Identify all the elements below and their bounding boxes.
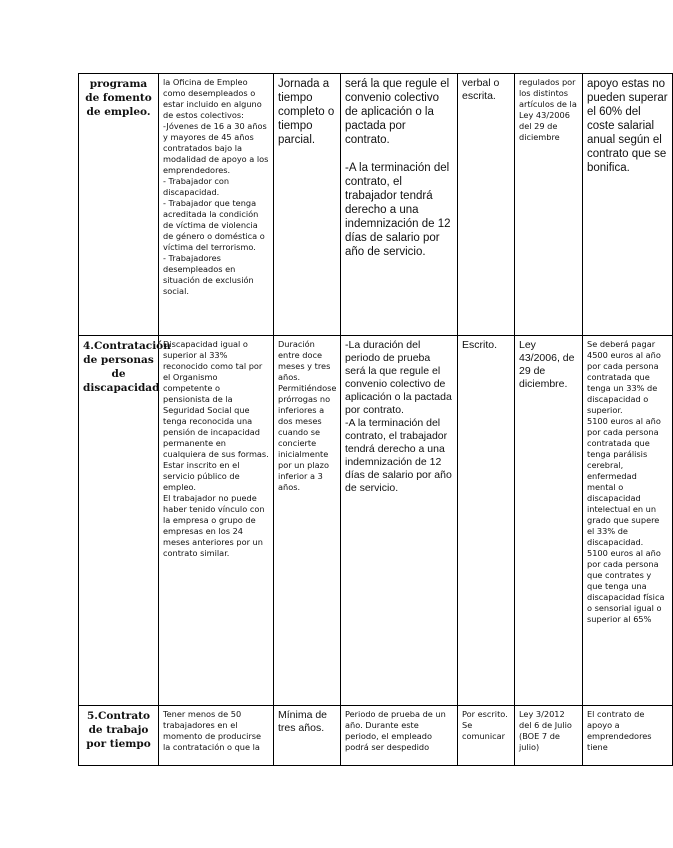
row-title-discapacidad: 4.Contratación de personas de discapacidad [79,336,159,706]
table-row [79,706,673,766]
row-title-fomento: programa de fomento de empleo. [79,74,159,336]
cell-normativa: Ley 43/2006, de 29 de diciembre. [515,336,583,706]
row-title-tiempo: 5.Contrato de trabajo por tiempo [79,706,159,766]
cell-forma: Por escrito. Se comunicar [458,706,515,766]
cell-incentivos: Se deberá pagar 4500 euros al año por cada persona contratada que tenga un 33% de discapacidad o superior. 5100 euros al año por cada persona contratada que tenga parálisis cerebral, enfermedad mental o discapacidad intelectual en un grado que supere el 33% de discapacidad. 5100 euros al año por cada persona que contrates y que tenga una discapacidad física o sensorial igual o superior al 65% [583,336,673,706]
cell-requisitos: Discapacidad igual o superior al 33% reconocido como tal por el Organismo competente o pensionista de la Seguridad Social que tenga reconocida una pensión de incapacidad permanente en cualquiera de sus formas. Estar inscrito en el servicio público de empleo. El trabajador no puede haber tenido vínculo con la empresa o grupo de empresas en los 24 meses anteriores por un contrato similar. [159,336,274,706]
cell-forma: Escrito. [458,336,515,706]
contract-types-table [78,73,673,766]
cell-incentivos: apoyo estas no pueden superar el 60% del coste salarial anual según el contrato que se bonifica. [583,74,673,336]
cell-incentivos: El contrato de apoyo a emprendedores tiene [583,706,673,766]
cell-requisitos: Tener menos de 50 trabajadores en el momento de producirse la contratación o que la [159,706,274,766]
cell-jornada: Mínima de tres años. [274,706,341,766]
cell-normativa: regulados por los distintos artículos de la Ley 43/2006 del 29 de diciembre [515,74,583,336]
cell-requisitos: la Oficina de Empleo como desempleados o estar incluido en alguno de estos colectivos: -Jóvenes de 16 a 30 años y mayores de 45 años contratados bajo la modalidad de apoyo a los emprendedores. - Trabajador con discapacidad. - Trabajador que tenga acreditada la condición de víctima de violencia de género o doméstica o víctima del terrorismo. - Trabajadores desempleados en situación de exclusión social. [159,74,274,336]
cell-normativa: Ley 3/2012 del 6 de Julio (BOE 7 de julio) [515,706,583,766]
cell-duracion: -La duración del periodo de prueba será la que regule el convenio colectivo de aplicación o la pactada por contrato. -A la terminación del contrato, el trabajador tendrá derecho a una indemnización de 12 días de salario por año de servicio. [341,336,458,706]
table-row [79,74,673,336]
cell-jornada: Jornada a tiempo completo o tiempo parcial. [274,74,341,336]
cell-jornada: Duración entre doce meses y tres años. Permitiéndose prórrogas no inferiores a dos meses cuando se concierte inicialmente por un plazo inferior a 3 años. [274,336,341,706]
cell-duracion: Periodo de prueba de un año. Durante este periodo, el empleado podrá ser despedido [341,706,458,766]
cell-duracion: será la que regule el convenio colectivo de aplicación o la pactada por contrato. -A la terminación del contrato, el trabajador tendrá derecho a una indemnización de 12 días de salario por año de servicio. [341,74,458,336]
cell-forma: verbal o escrita. [458,74,515,336]
table-row [79,336,673,706]
